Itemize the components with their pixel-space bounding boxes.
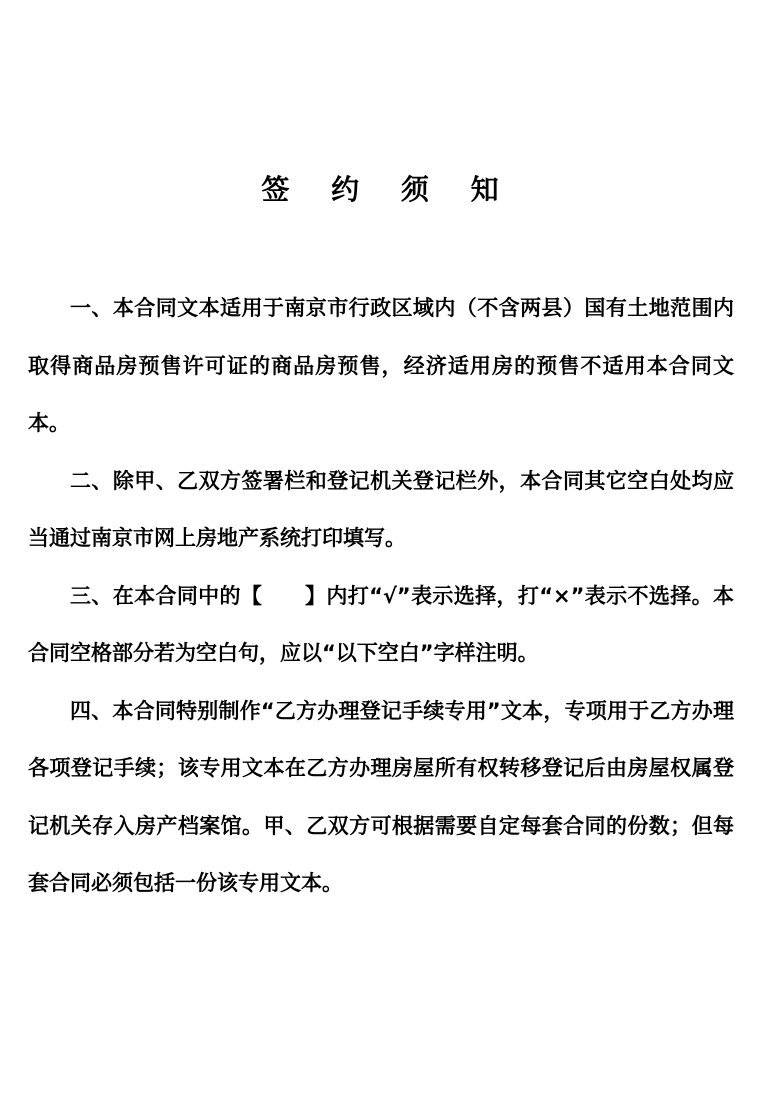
notice-paragraph-3: 三、在本合同中的【 】内打“√”表示选择，打“×”表示不选择。本合同空格部分若为空白句，应以“以下空白”字样注明。 (28, 583, 734, 665)
page-title: 签 约 须 知 (261, 173, 515, 206)
notice-paragraph-1: 一、本合同文本适用于南京市行政区域内（不含两县）国有土地范围内取得商品房预售许可证的商品房预售，经济适用房的预售不适用本合同文本。 (28, 296, 734, 435)
notice-paragraph-2: 二、除甲、乙双方签署栏和登记机关登记栏外，本合同其它空白处均应当通过南京市网上房地产系统打印填写。 (28, 468, 734, 550)
notice-body (28, 280, 734, 913)
notice-paragraph-4: 四、本合同特别制作“乙方办理登记手续专用”文本，专项用于乙方办理各项登记手续；该专用文本在乙方办理房屋所有权转移登记后由房屋权属登记机关存入房产档案馆。甲、乙双方可根据需要自定每套合同的份数；但每套合同必须包括一份该专用文本。 (28, 698, 734, 895)
